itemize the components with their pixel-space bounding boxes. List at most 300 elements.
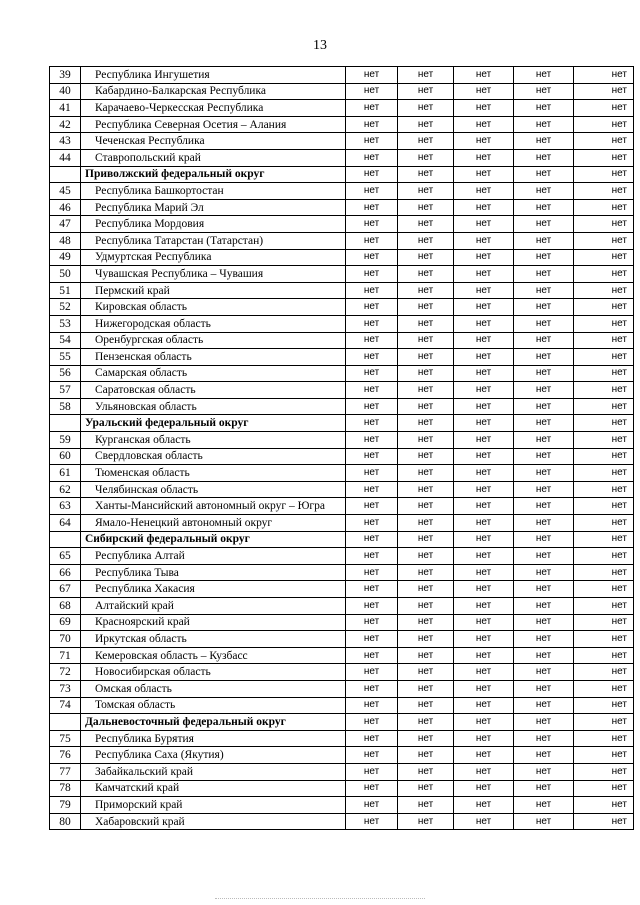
value-cell-1: нет <box>346 216 398 233</box>
value-cell-4: нет <box>514 730 574 747</box>
row-number: 46 <box>50 199 81 216</box>
value-cell-1: нет <box>346 647 398 664</box>
value-cell-1: нет <box>346 730 398 747</box>
value-cell-2: нет <box>398 266 454 283</box>
value-cell-3: нет <box>454 382 514 399</box>
value-cell-1: нет <box>346 149 398 166</box>
value-cell-3: нет <box>454 598 514 615</box>
region-name: Красноярский край <box>81 614 346 631</box>
value-cell-3: нет <box>454 183 514 200</box>
value-cell-4: нет <box>514 697 574 714</box>
table-row <box>50 598 634 615</box>
table-row <box>50 349 634 366</box>
value-cell-5: нет <box>574 564 634 581</box>
table-row <box>50 100 634 117</box>
value-cell-2: нет <box>398 680 454 697</box>
value-cell-4: нет <box>514 465 574 482</box>
value-cell-3: нет <box>454 697 514 714</box>
table-row <box>50 564 634 581</box>
value-cell-5: нет <box>574 183 634 200</box>
value-cell-1: нет <box>346 332 398 349</box>
table-row <box>50 83 634 100</box>
table-row <box>50 664 634 681</box>
value-cell-3: нет <box>454 282 514 299</box>
table-row <box>50 515 634 532</box>
value-cell-2: нет <box>398 780 454 797</box>
value-cell-1: нет <box>346 116 398 133</box>
table-row <box>50 183 634 200</box>
value-cell-1: нет <box>346 166 398 183</box>
district-row <box>50 415 634 432</box>
value-cell-1: нет <box>346 282 398 299</box>
value-cell-4: нет <box>514 415 574 432</box>
value-cell-4: нет <box>514 299 574 316</box>
row-number: 73 <box>50 680 81 697</box>
value-cell-2: нет <box>398 315 454 332</box>
region-name: Нижегородская область <box>81 315 346 332</box>
value-cell-5: нет <box>574 415 634 432</box>
region-name: Удмуртская Республика <box>81 249 346 266</box>
value-cell-3: нет <box>454 680 514 697</box>
value-cell-2: нет <box>398 813 454 830</box>
value-cell-5: нет <box>574 149 634 166</box>
region-name: Кемеровская область – Кузбасс <box>81 647 346 664</box>
row-number: 75 <box>50 730 81 747</box>
value-cell-1: нет <box>346 315 398 332</box>
value-cell-5: нет <box>574 448 634 465</box>
table-row <box>50 266 634 283</box>
value-cell-2: нет <box>398 730 454 747</box>
value-cell-5: нет <box>574 747 634 764</box>
row-number: 50 <box>50 266 81 283</box>
value-cell-1: нет <box>346 664 398 681</box>
value-cell-1: нет <box>346 780 398 797</box>
region-name: Саратовская область <box>81 382 346 399</box>
value-cell-4: нет <box>514 747 574 764</box>
value-cell-4: нет <box>514 548 574 565</box>
value-cell-3: нет <box>454 531 514 548</box>
value-cell-5: нет <box>574 797 634 814</box>
value-cell-2: нет <box>398 100 454 117</box>
value-cell-3: нет <box>454 232 514 249</box>
value-cell-1: нет <box>346 581 398 598</box>
value-cell-2: нет <box>398 747 454 764</box>
value-cell-3: нет <box>454 548 514 565</box>
value-cell-1: нет <box>346 515 398 532</box>
region-name: Новосибирская область <box>81 664 346 681</box>
value-cell-2: нет <box>398 515 454 532</box>
row-number: 76 <box>50 747 81 764</box>
value-cell-5: нет <box>574 216 634 233</box>
table-row <box>50 398 634 415</box>
value-cell-4: нет <box>514 813 574 830</box>
value-cell-1: нет <box>346 382 398 399</box>
value-cell-3: нет <box>454 398 514 415</box>
region-name: Хабаровский край <box>81 813 346 830</box>
value-cell-5: нет <box>574 647 634 664</box>
table-row <box>50 614 634 631</box>
row-number: 41 <box>50 100 81 117</box>
value-cell-2: нет <box>398 531 454 548</box>
value-cell-4: нет <box>514 581 574 598</box>
value-cell-3: нет <box>454 116 514 133</box>
table-row <box>50 448 634 465</box>
row-number: 80 <box>50 813 81 830</box>
region-name: Республика Северная Осетия – Алания <box>81 116 346 133</box>
row-number: 48 <box>50 232 81 249</box>
value-cell-4: нет <box>514 332 574 349</box>
value-cell-4: нет <box>514 714 574 731</box>
row-number: 58 <box>50 398 81 415</box>
value-cell-3: нет <box>454 647 514 664</box>
value-cell-5: нет <box>574 680 634 697</box>
value-cell-4: нет <box>514 83 574 100</box>
row-number: 78 <box>50 780 81 797</box>
value-cell-4: нет <box>514 797 574 814</box>
value-cell-4: нет <box>514 780 574 797</box>
value-cell-1: нет <box>346 531 398 548</box>
region-name: Чеченская Республика <box>81 133 346 150</box>
value-cell-3: нет <box>454 780 514 797</box>
value-cell-2: нет <box>398 664 454 681</box>
value-cell-4: нет <box>514 598 574 615</box>
value-cell-3: нет <box>454 133 514 150</box>
value-cell-1: нет <box>346 415 398 432</box>
row-number: 49 <box>50 249 81 266</box>
row-number: 69 <box>50 614 81 631</box>
row-number: 60 <box>50 448 81 465</box>
value-cell-3: нет <box>454 614 514 631</box>
value-cell-2: нет <box>398 548 454 565</box>
table-row <box>50 332 634 349</box>
table-row <box>50 432 634 449</box>
value-cell-4: нет <box>514 266 574 283</box>
table-row <box>50 548 634 565</box>
region-name: Курганская область <box>81 432 346 449</box>
value-cell-2: нет <box>398 349 454 366</box>
row-number: 79 <box>50 797 81 814</box>
row-number: 71 <box>50 647 81 664</box>
value-cell-5: нет <box>574 515 634 532</box>
value-cell-4: нет <box>514 216 574 233</box>
table-row <box>50 282 634 299</box>
value-cell-3: нет <box>454 216 514 233</box>
value-cell-2: нет <box>398 116 454 133</box>
value-cell-2: нет <box>398 581 454 598</box>
value-cell-2: нет <box>398 647 454 664</box>
value-cell-5: нет <box>574 349 634 366</box>
region-name: Ханты-Мансийский автономный округ – Югра <box>81 498 346 515</box>
value-cell-3: нет <box>454 415 514 432</box>
value-cell-4: нет <box>514 448 574 465</box>
value-cell-2: нет <box>398 564 454 581</box>
value-cell-2: нет <box>398 83 454 100</box>
row-number: 66 <box>50 564 81 581</box>
region-name: Республика Марий Эл <box>81 199 346 216</box>
regions-table <box>49 66 634 830</box>
value-cell-5: нет <box>574 299 634 316</box>
value-cell-5: нет <box>574 249 634 266</box>
table-row <box>50 199 634 216</box>
value-cell-4: нет <box>514 398 574 415</box>
value-cell-5: нет <box>574 166 634 183</box>
value-cell-3: нет <box>454 515 514 532</box>
value-cell-4: нет <box>514 432 574 449</box>
table-row <box>50 813 634 830</box>
table-row <box>50 299 634 316</box>
value-cell-3: нет <box>454 266 514 283</box>
value-cell-5: нет <box>574 133 634 150</box>
value-cell-4: нет <box>514 515 574 532</box>
value-cell-2: нет <box>398 448 454 465</box>
table-row <box>50 67 634 84</box>
row-number: 65 <box>50 548 81 565</box>
region-name: Свердловская область <box>81 448 346 465</box>
value-cell-1: нет <box>346 813 398 830</box>
region-name: Томская область <box>81 697 346 714</box>
value-cell-5: нет <box>574 498 634 515</box>
value-cell-3: нет <box>454 747 514 764</box>
row-number <box>50 166 81 183</box>
value-cell-3: нет <box>454 149 514 166</box>
value-cell-4: нет <box>514 382 574 399</box>
row-number: 44 <box>50 149 81 166</box>
row-number: 61 <box>50 465 81 482</box>
value-cell-1: нет <box>346 614 398 631</box>
table-row <box>50 365 634 382</box>
table-row <box>50 730 634 747</box>
region-name: Чувашская Республика – Чувашия <box>81 266 346 283</box>
row-number: 68 <box>50 598 81 615</box>
value-cell-3: нет <box>454 83 514 100</box>
regions-table-body <box>50 67 634 830</box>
region-name: Республика Саха (Якутия) <box>81 747 346 764</box>
value-cell-1: нет <box>346 680 398 697</box>
value-cell-5: нет <box>574 730 634 747</box>
value-cell-3: нет <box>454 813 514 830</box>
table-row <box>50 780 634 797</box>
region-name: Камчатский край <box>81 780 346 797</box>
table-row <box>50 133 634 150</box>
value-cell-3: нет <box>454 67 514 84</box>
row-number <box>50 415 81 432</box>
value-cell-2: нет <box>398 216 454 233</box>
value-cell-5: нет <box>574 548 634 565</box>
value-cell-1: нет <box>346 67 398 84</box>
value-cell-2: нет <box>398 149 454 166</box>
table-row <box>50 581 634 598</box>
value-cell-5: нет <box>574 83 634 100</box>
value-cell-4: нет <box>514 249 574 266</box>
value-cell-3: нет <box>454 166 514 183</box>
table-row <box>50 232 634 249</box>
region-name: Кабардино-Балкарская Республика <box>81 83 346 100</box>
value-cell-1: нет <box>346 697 398 714</box>
row-number: 62 <box>50 481 81 498</box>
region-name: Приморский край <box>81 797 346 814</box>
value-cell-2: нет <box>398 415 454 432</box>
value-cell-1: нет <box>346 714 398 731</box>
region-name: Республика Тыва <box>81 564 346 581</box>
value-cell-4: нет <box>514 116 574 133</box>
value-cell-5: нет <box>574 813 634 830</box>
value-cell-4: нет <box>514 365 574 382</box>
value-cell-1: нет <box>346 432 398 449</box>
value-cell-1: нет <box>346 598 398 615</box>
row-number: 54 <box>50 332 81 349</box>
value-cell-3: нет <box>454 581 514 598</box>
table-row <box>50 647 634 664</box>
value-cell-5: нет <box>574 100 634 117</box>
value-cell-1: нет <box>346 266 398 283</box>
region-name: Челябинская область <box>81 481 346 498</box>
value-cell-3: нет <box>454 498 514 515</box>
value-cell-1: нет <box>346 498 398 515</box>
value-cell-2: нет <box>398 232 454 249</box>
value-cell-3: нет <box>454 763 514 780</box>
value-cell-3: нет <box>454 664 514 681</box>
value-cell-2: нет <box>398 133 454 150</box>
value-cell-4: нет <box>514 149 574 166</box>
value-cell-5: нет <box>574 315 634 332</box>
row-number: 64 <box>50 515 81 532</box>
value-cell-5: нет <box>574 382 634 399</box>
table-row <box>50 216 634 233</box>
value-cell-1: нет <box>346 232 398 249</box>
row-number: 42 <box>50 116 81 133</box>
value-cell-5: нет <box>574 581 634 598</box>
value-cell-4: нет <box>514 315 574 332</box>
value-cell-4: нет <box>514 199 574 216</box>
value-cell-3: нет <box>454 714 514 731</box>
value-cell-3: нет <box>454 315 514 332</box>
district-name: Уральский федеральный округ <box>81 415 346 432</box>
value-cell-5: нет <box>574 365 634 382</box>
value-cell-2: нет <box>398 166 454 183</box>
region-name: Иркутская область <box>81 631 346 648</box>
district-row <box>50 714 634 731</box>
value-cell-2: нет <box>398 249 454 266</box>
value-cell-1: нет <box>346 631 398 648</box>
value-cell-2: нет <box>398 714 454 731</box>
region-name: Ульяновская область <box>81 398 346 415</box>
region-name: Пензенская область <box>81 349 346 366</box>
value-cell-2: нет <box>398 365 454 382</box>
table-row <box>50 747 634 764</box>
value-cell-3: нет <box>454 465 514 482</box>
region-name: Республика Ингушетия <box>81 67 346 84</box>
table-row <box>50 382 634 399</box>
value-cell-3: нет <box>454 481 514 498</box>
value-cell-2: нет <box>398 797 454 814</box>
value-cell-2: нет <box>398 299 454 316</box>
district-name: Приволжский федеральный округ <box>81 166 346 183</box>
value-cell-3: нет <box>454 631 514 648</box>
value-cell-4: нет <box>514 763 574 780</box>
value-cell-1: нет <box>346 100 398 117</box>
region-name: Самарская область <box>81 365 346 382</box>
region-name: Омская область <box>81 680 346 697</box>
region-name: Пермский край <box>81 282 346 299</box>
value-cell-5: нет <box>574 631 634 648</box>
value-cell-4: нет <box>514 282 574 299</box>
value-cell-5: нет <box>574 664 634 681</box>
row-number: 51 <box>50 282 81 299</box>
value-cell-1: нет <box>346 299 398 316</box>
region-name: Республика Татарстан (Татарстан) <box>81 232 346 249</box>
table-row <box>50 481 634 498</box>
value-cell-5: нет <box>574 465 634 482</box>
table-row <box>50 149 634 166</box>
value-cell-4: нет <box>514 614 574 631</box>
value-cell-3: нет <box>454 730 514 747</box>
row-number: 40 <box>50 83 81 100</box>
row-number: 39 <box>50 67 81 84</box>
value-cell-3: нет <box>454 365 514 382</box>
value-cell-1: нет <box>346 465 398 482</box>
row-number: 74 <box>50 697 81 714</box>
value-cell-2: нет <box>398 697 454 714</box>
row-number <box>50 531 81 548</box>
value-cell-3: нет <box>454 797 514 814</box>
value-cell-5: нет <box>574 598 634 615</box>
value-cell-4: нет <box>514 498 574 515</box>
row-number: 52 <box>50 299 81 316</box>
value-cell-5: нет <box>574 266 634 283</box>
region-name: Алтайский край <box>81 598 346 615</box>
value-cell-3: нет <box>454 249 514 266</box>
row-number: 43 <box>50 133 81 150</box>
value-cell-3: нет <box>454 432 514 449</box>
value-cell-1: нет <box>346 365 398 382</box>
value-cell-2: нет <box>398 398 454 415</box>
region-name: Оренбургская область <box>81 332 346 349</box>
value-cell-2: нет <box>398 498 454 515</box>
value-cell-5: нет <box>574 282 634 299</box>
value-cell-4: нет <box>514 183 574 200</box>
region-name: Ставропольский край <box>81 149 346 166</box>
value-cell-5: нет <box>574 116 634 133</box>
value-cell-4: нет <box>514 166 574 183</box>
table-row <box>50 697 634 714</box>
value-cell-4: нет <box>514 631 574 648</box>
row-number: 77 <box>50 763 81 780</box>
row-number: 59 <box>50 432 81 449</box>
table-row <box>50 797 634 814</box>
region-name: Кировская область <box>81 299 346 316</box>
table-row <box>50 763 634 780</box>
table-row <box>50 249 634 266</box>
value-cell-1: нет <box>346 133 398 150</box>
value-cell-1: нет <box>346 249 398 266</box>
value-cell-1: нет <box>346 398 398 415</box>
row-number: 72 <box>50 664 81 681</box>
table-row <box>50 315 634 332</box>
scan-footer-mark <box>215 898 425 901</box>
value-cell-4: нет <box>514 133 574 150</box>
value-cell-5: нет <box>574 697 634 714</box>
value-cell-4: нет <box>514 647 574 664</box>
value-cell-3: нет <box>454 332 514 349</box>
table-row <box>50 680 634 697</box>
value-cell-2: нет <box>398 282 454 299</box>
value-cell-1: нет <box>346 481 398 498</box>
value-cell-3: нет <box>454 199 514 216</box>
row-number: 67 <box>50 581 81 598</box>
value-cell-4: нет <box>514 232 574 249</box>
value-cell-5: нет <box>574 763 634 780</box>
row-number: 57 <box>50 382 81 399</box>
